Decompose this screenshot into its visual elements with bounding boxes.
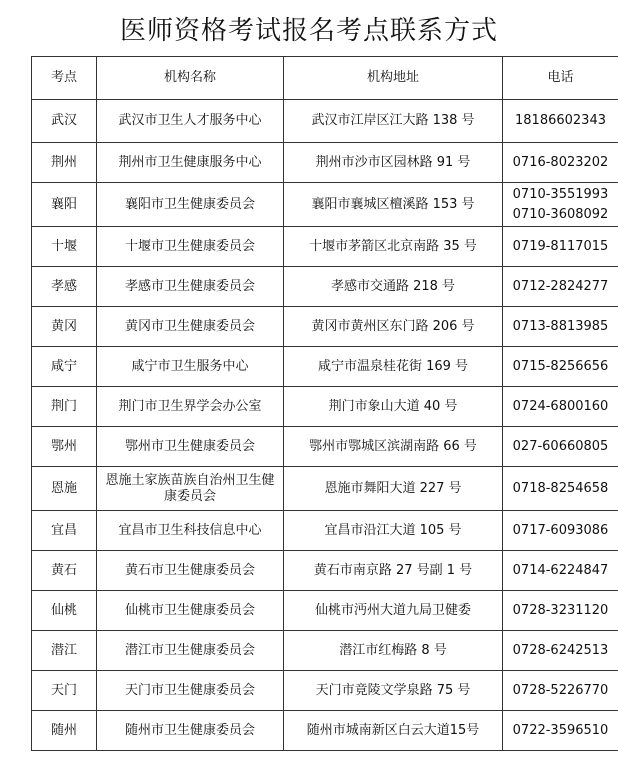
cell-site: 武汉 (32, 100, 97, 143)
cell-org: 宜昌市卫生科技信息中心 (97, 511, 284, 551)
phone-number: 0718-8254658 (512, 480, 609, 496)
phone-number: 0710-3551993 (512, 186, 609, 202)
contact-table (31, 56, 618, 751)
cell-site: 鄂州 (32, 427, 97, 467)
table-row (32, 551, 618, 591)
cell-address: 宜昌市沿江大道 105 号 (284, 511, 503, 551)
phone-number: 0728-3231120 (512, 602, 609, 618)
cell-phone (503, 591, 618, 631)
cell-site: 黄冈 (32, 307, 97, 347)
cell-address: 荆州市沙市区园林路 91 号 (284, 143, 503, 183)
cell-site: 随州 (32, 711, 97, 751)
table-row (32, 427, 618, 467)
cell-address: 黄冈市黄州区东门路 206 号 (284, 307, 503, 347)
cell-org: 荆门市卫生界学会办公室 (97, 387, 284, 427)
cell-site: 宜昌 (32, 511, 97, 551)
page-title: 医师资格考试报名考点联系方式 (119, 15, 498, 46)
cell-phone (503, 511, 618, 551)
cell-address: 仙桃市沔州大道九局卫健委 (284, 591, 503, 631)
phone-number: 0712-2824277 (512, 278, 609, 294)
cell-phone (503, 100, 618, 143)
phone-number: 0713-8813985 (512, 318, 609, 334)
cell-phone (503, 631, 618, 671)
phone-number: 0716-8023202 (512, 154, 609, 170)
cell-org: 随州市卫生健康委员会 (97, 711, 284, 751)
cell-address: 武汉市江岸区江大路 138 号 (284, 100, 503, 143)
table-row (32, 671, 618, 711)
cell-phone (503, 143, 618, 183)
cell-org: 黄石市卫生健康委员会 (97, 551, 284, 591)
header-phone: 电话 (503, 57, 618, 100)
table-row (32, 183, 618, 227)
cell-address: 恩施市舞阳大道 227 号 (284, 467, 503, 511)
cell-phone (503, 387, 618, 427)
table-row (32, 307, 618, 347)
table-row (32, 227, 618, 267)
cell-address: 十堰市茅箭区北京南路 35 号 (284, 227, 503, 267)
cell-phone (503, 671, 618, 711)
table-row (32, 711, 618, 751)
phone-number: 0714-6224847 (512, 562, 609, 578)
cell-org: 咸宁市卫生服务中心 (97, 347, 284, 387)
phone-number: 0728-6242513 (512, 642, 609, 658)
cell-org: 武汉市卫生人才服务中心 (97, 100, 284, 143)
table-row (32, 100, 618, 143)
cell-org: 十堰市卫生健康委员会 (97, 227, 284, 267)
cell-address: 襄阳市襄城区檀溪路 153 号 (284, 183, 503, 227)
header-address: 机构地址 (284, 57, 503, 100)
table-row (32, 631, 618, 671)
cell-site: 荆州 (32, 143, 97, 183)
table-row (32, 591, 618, 631)
table-body (32, 100, 618, 751)
phone-number: 0719-8117015 (512, 238, 609, 254)
table-row (32, 143, 618, 183)
phone-number: 18186602343 (515, 113, 606, 128)
cell-org: 潜江市卫生健康委员会 (97, 631, 284, 671)
cell-phone (503, 307, 618, 347)
cell-org: 荆州市卫生健康服务中心 (97, 143, 284, 183)
cell-address: 随州市城南新区白云大道15号 (284, 711, 503, 751)
cell-site: 天门 (32, 671, 97, 711)
cell-address: 鄂州市鄂城区滨湖南路 66 号 (284, 427, 503, 467)
cell-org: 鄂州市卫生健康委员会 (97, 427, 284, 467)
phone-number: 0724-6800160 (512, 398, 609, 414)
cell-phone (503, 427, 618, 467)
cell-address: 荆门市象山大道 40 号 (284, 387, 503, 427)
cell-site: 恩施 (32, 467, 97, 511)
phone-number: 0715-8256656 (512, 358, 609, 374)
phone-number: 0717-6093086 (512, 522, 609, 538)
table-header-row (32, 57, 618, 100)
header-site: 考点 (32, 57, 97, 100)
table-row (32, 267, 618, 307)
cell-site: 孝感 (32, 267, 97, 307)
cell-phone (503, 183, 618, 227)
cell-address: 天门市竟陵文学泉路 75 号 (284, 671, 503, 711)
cell-site: 仙桃 (32, 591, 97, 631)
cell-phone (503, 227, 618, 267)
cell-org: 恩施土家族苗族自治州卫生健康委员会 (97, 467, 284, 511)
cell-phone (503, 347, 618, 387)
cell-org: 仙桃市卫生健康委员会 (97, 591, 284, 631)
cell-org: 黄冈市卫生健康委员会 (97, 307, 284, 347)
phone-number: 0710-3608092 (512, 206, 609, 222)
cell-org: 孝感市卫生健康委员会 (97, 267, 284, 307)
table-row (32, 347, 618, 387)
phone-number: 027-60660805 (512, 438, 609, 454)
cell-site: 十堰 (32, 227, 97, 267)
cell-phone (503, 467, 618, 511)
cell-address: 潜江市红梅路 8 号 (284, 631, 503, 671)
header-org: 机构名称 (97, 57, 284, 100)
cell-site: 荆门 (32, 387, 97, 427)
cell-phone (503, 551, 618, 591)
cell-org: 襄阳市卫生健康委员会 (97, 183, 284, 227)
cell-site: 咸宁 (32, 347, 97, 387)
cell-org: 天门市卫生健康委员会 (97, 671, 284, 711)
phone-number: 0722-3596510 (512, 722, 609, 738)
cell-site: 襄阳 (32, 183, 97, 227)
table-row (32, 511, 618, 551)
cell-address: 黄石市南京路 27 号副 1 号 (284, 551, 503, 591)
table-row (32, 467, 618, 511)
cell-address: 孝感市交通路 218 号 (284, 267, 503, 307)
phone-number: 0728-5226770 (512, 682, 609, 698)
cell-phone (503, 711, 618, 751)
cell-phone (503, 267, 618, 307)
cell-address: 咸宁市温泉桂花街 169 号 (284, 347, 503, 387)
cell-site: 潜江 (32, 631, 97, 671)
cell-site: 黄石 (32, 551, 97, 591)
table-row (32, 387, 618, 427)
